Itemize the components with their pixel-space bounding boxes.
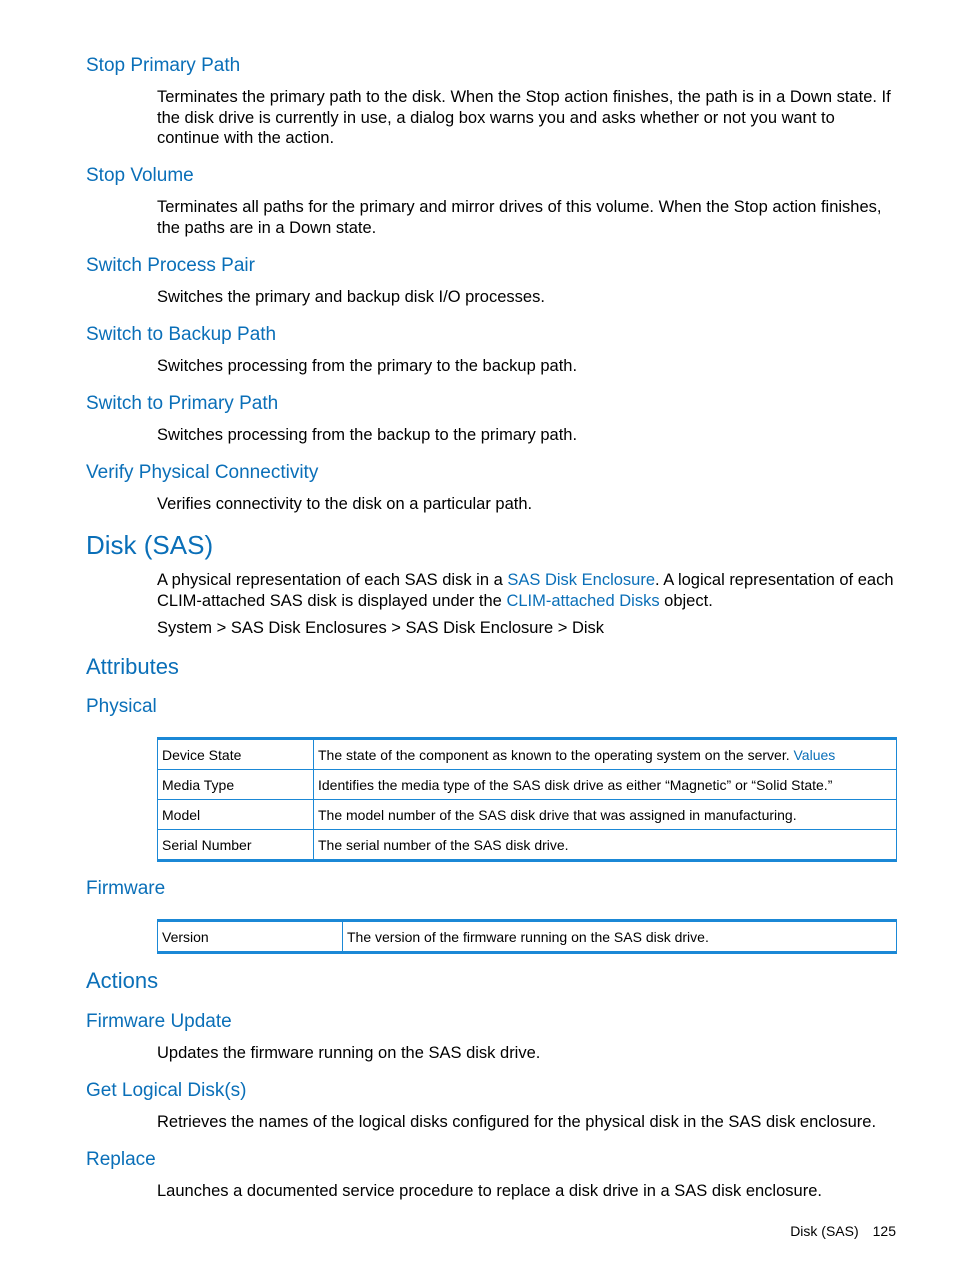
heading-stop-volume: Stop Volume: [86, 165, 194, 186]
disk-intro-part-1: A physical representation of each SAS disk in a: [157, 571, 508, 589]
values-link[interactable]: Values: [793, 746, 836, 763]
text-get-logical-disks: Retrieves the names of the logical disks configured for the physical disk in the SAS disk enclosure.: [157, 1113, 877, 1131]
text-switch-to-primary-path: Switches processing from the backup to the primary path.: [157, 426, 578, 444]
attr-desc-text: The state of the component as known to the operating system on the server.: [318, 746, 794, 763]
heading-stop-primary-path: Stop Primary Path: [86, 55, 241, 76]
text-verify-physical-connectivity: Verifies connectivity to the disk on a particular path.: [157, 495, 533, 513]
heading-firmware: Firmware: [86, 878, 166, 899]
disk-intro-part-2: . A logical representation of each CLIM-attached SAS disk is displayed under the: [157, 571, 894, 610]
attr-desc-model: The model number of the SAS disk drive that was assigned in manufacturing.: [314, 800, 897, 830]
heading-verify-physical-connectivity: Verify Physical Connectivity: [86, 462, 319, 483]
page-title: Disk (SAS): [86, 530, 214, 560]
text-switch-to-backup-path: Switches processing from the primary to the backup path.: [157, 357, 578, 375]
heading-firmware-update: Firmware Update: [86, 1011, 232, 1032]
heading-replace: Replace: [86, 1149, 156, 1170]
table-row: [158, 921, 897, 953]
attr-desc-media-type: Identifies the media type of the SAS disk drive as either “Magnetic” or “Solid State.”: [314, 770, 897, 800]
heading-switch-to-primary-path: Switch to Primary Path: [86, 393, 279, 414]
attr-desc-device-state: [314, 739, 897, 770]
firmware-attributes-table: [157, 919, 897, 954]
text-replace: Launches a documented service procedure to replace a disk drive in a SAS disk enclosure.: [157, 1182, 822, 1200]
attr-name-device-state: Device State: [158, 739, 314, 770]
heading-get-logical-disks: Get Logical Disk(s): [86, 1080, 247, 1101]
table-row: [158, 770, 897, 800]
disk-intro-part-3: object.: [659, 591, 713, 610]
text-switch-process-pair: Switches the primary and backup disk I/O processes.: [157, 288, 545, 306]
attr-name-serial-number: Serial Number: [158, 830, 314, 861]
page-number: 125: [872, 1223, 896, 1239]
attr-desc-version: The version of the firmware running on the SAS disk drive.: [343, 921, 897, 953]
physical-attributes-table: [157, 737, 897, 862]
table-row: [158, 830, 897, 861]
attr-name-model: Model: [158, 800, 314, 830]
text-stop-volume: Terminates all paths for the primary and mirror drives of this volume. When the Stop action finishes, the paths are in a Down state.: [157, 198, 882, 237]
attr-name-media-type: Media Type: [158, 770, 314, 800]
text-stop-primary-path: Terminates the primary path to the disk. When the Stop action finishes, the path is in a Down state. If the disk drive is currently in use, a dialog box warns you and asks whether or not you want to continue with the action.: [157, 88, 891, 147]
table-row: [158, 800, 897, 830]
table-row: [158, 739, 897, 770]
heading-physical: Physical: [86, 696, 157, 717]
heading-attributes: Attributes: [86, 654, 179, 679]
heading-actions: Actions: [86, 968, 159, 993]
heading-switch-process-pair: Switch Process Pair: [86, 255, 255, 276]
attr-desc-serial-number: The serial number of the SAS disk drive.: [314, 830, 897, 861]
heading-switch-to-backup-path: Switch to Backup Path: [86, 324, 277, 345]
sas-disk-enclosure-link[interactable]: SAS Disk Enclosure: [507, 571, 656, 589]
footer-section: Disk (SAS): [790, 1223, 859, 1239]
text-firmware-update: Updates the firmware running on the SAS disk drive.: [157, 1044, 541, 1062]
disk-object-path: System > SAS Disk Enclosures > SAS Disk Enclosure > Disk: [157, 619, 605, 637]
disk-intro: [157, 570, 899, 611]
page-footer: [790, 1223, 896, 1239]
clim-attached-disks-link[interactable]: CLIM-attached Disks: [506, 591, 660, 610]
attr-name-version: Version: [158, 921, 343, 953]
